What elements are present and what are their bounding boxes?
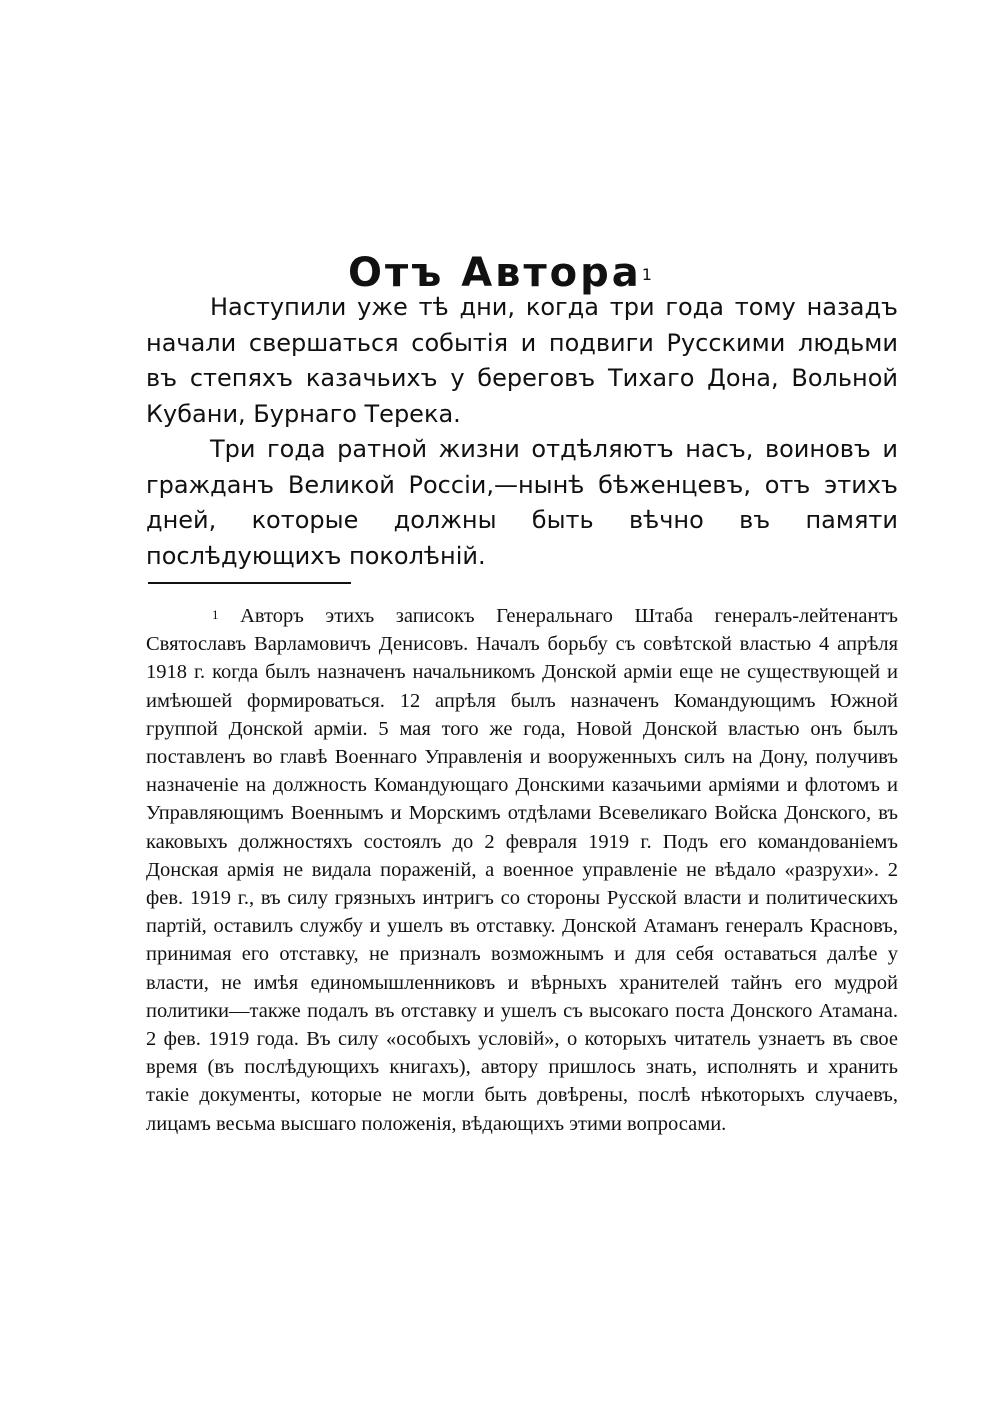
title-footnote-marker: 1 [641, 264, 652, 284]
footnote [146, 602, 898, 1138]
title-text: Отъ Автора [348, 249, 642, 296]
main-text [146, 290, 898, 574]
footnote-marker: 1 [212, 607, 219, 622]
paragraph: Наступили уже тѣ дни, когда три года тому назадъ начали свершаться событія и подвиги Русскими людьми въ степяхъ казачьихъ у береговъ Тихаго Дона, Вольной Кубани, Бурнаго Терека. [146, 293, 898, 428]
footnote-text: Авторъ этихъ записокъ Генеральнаго Штаба генералъ-лейтенантъ Святославъ Варламовичъ Денисовъ. Началъ борьбу съ совѣтской властью 4 апрѣля 1918 г. когда былъ назначенъ начальникомъ Донской арміи еще не существующей и имѣюшей формироваться. 12 апрѣля былъ назначенъ Командующимъ Южной группой Донской арміи. 5 мая того же года, Новой Донской властью онъ былъ поставленъ во главѣ Военнаго Управленія и вооруженныхъ силъ на Дону, получивъ назначеніе на должность Командующаго Донскими казачьими арміями и флотомъ и Управляющимъ Военнымъ и Морскимъ отдѣлами Всевеликаго Войска Донского, въ каковыхъ должностяхъ состоялъ до 2 февраля 1919 г. Подъ его командованіемъ Донская армія не видала пораженій, а военное управленіе не вѣдало «разрухи». 2 фев. 1919 г., въ силу грязныхъ интригъ со стороны Русской власти и политическихъ партій, оставилъ службу и ушелъ въ отставку. Донской Атаманъ генералъ Красновъ, принимая его отставку, не призналъ возможнымъ и для себя оставаться далѣе у власти, не имѣя единомышленниковъ и вѣрныхъ хранителей тайнъ его мудрой политики—также подалъ въ отставку и ушелъ съ высокаго поста Донского Атамана. 2 фев. 1919 года. Въ силу «особыхъ условій», о которыхъ читатель узнаетъ въ свое время (въ послѣдующихъ книгахъ), автору пришлось знать, исполнять и хранить такіе документы, которые не могли быть довѣрены, послѣ нѣкоторыхъ случаевъ, лицамъ весьма высшаго положенія, вѣдающихъ этими вопросами. [146, 605, 899, 1135]
footnote-separator [148, 582, 351, 584]
paragraph: Три года ратной жизни отдѣляютъ насъ, воиновъ и гражданъ Великой Россіи,—нынѣ бѣженцевъ, отъ этихъ дней, которые должны быть вѣчно въ памяти послѣдующихъ поколѣній. [146, 435, 898, 570]
